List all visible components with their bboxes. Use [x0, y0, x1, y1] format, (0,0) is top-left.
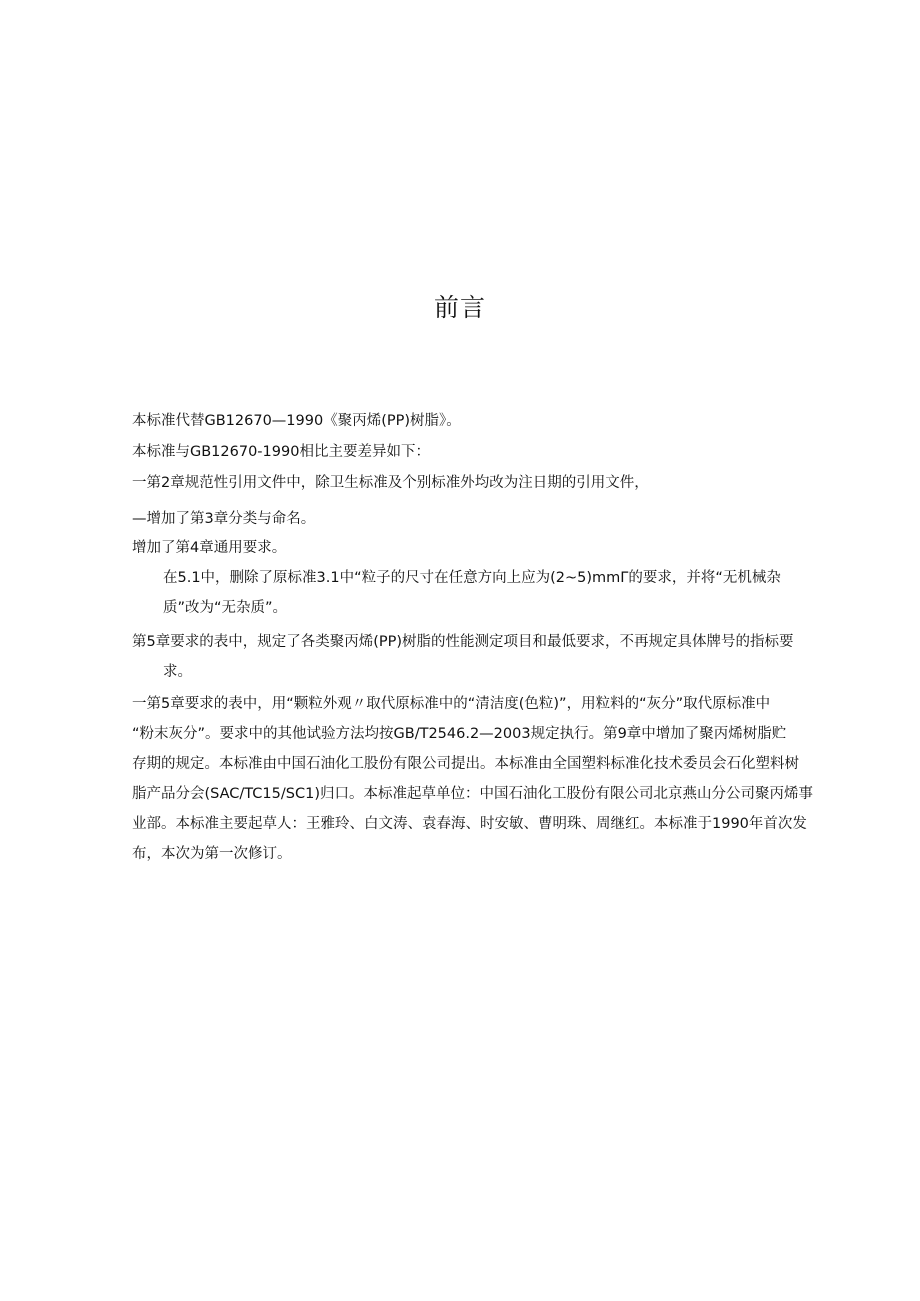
- text-line-drafting-unit: 脂产品分会(SAC/TC15/SC1)归口。本标准起草单位：中国石油化工股份有限公司北京燕山分公司聚丙烯事: [132, 786, 813, 802]
- text-line-differences-intro: 本标准与GB12670-1990相比主要差异如下：: [132, 444, 430, 460]
- text-line-drafters: 业部。本标准主要起草人：王雅玲、白文涛、袁春海、时安敏、曹明珠、周继红。本标准于1990年首次发: [132, 816, 807, 832]
- text-line-test-methods: “粉末灰分”。要求中的其他试验方法均按GB/T2546.2—2003规定执行。第9章中增加了聚丙烯树脂贮: [132, 726, 787, 742]
- text-line-section51-change: 在5.1中，删除了原标准3.1中“粒子的尺寸在任意方向上应为(2~5)mmΓ的要求，并将“无机械杂: [163, 570, 781, 586]
- text-line-revision-note: 布，本次为第一次修订。: [132, 846, 292, 862]
- text-line-replaces-standard: 本标准代替GB12670—1990《聚丙烯(PP)树脂》。: [132, 413, 461, 429]
- page-title: 前言: [433, 293, 486, 322]
- text-line-chapter5-table: 第5章要求的表中，规定了各类聚丙烯(PP)树脂的性能测定项目和最低要求，不再规定具体牌号的指标要: [132, 634, 794, 650]
- text-line-chapter3-added: —增加了第3章分类与命名。: [132, 511, 316, 527]
- text-line-proposer: 存期的规定。本标准由中国石油化工股份有限公司提出。本标准由全国塑料标准化技术委员会石化塑料树: [132, 756, 799, 772]
- text-line-chapter5-table-cont: 求。: [163, 664, 192, 680]
- text-line-chapter4-added: 增加了第4章通用要求。: [132, 540, 287, 556]
- text-line-chapter2-change: 一第2章规范性引用文件中，除卫生标准及个别标准外均改为注日期的引用文件，: [132, 475, 649, 491]
- text-line-section51-change-cont: 质”改为“无杂质”。: [163, 600, 288, 616]
- text-line-chapter5-appearance: 一第5章要求的表中，用“颗粒外观〃取代原标准中的“清洁度(色粒)”，用粒料的“灰分”取代原标准中: [132, 696, 771, 712]
